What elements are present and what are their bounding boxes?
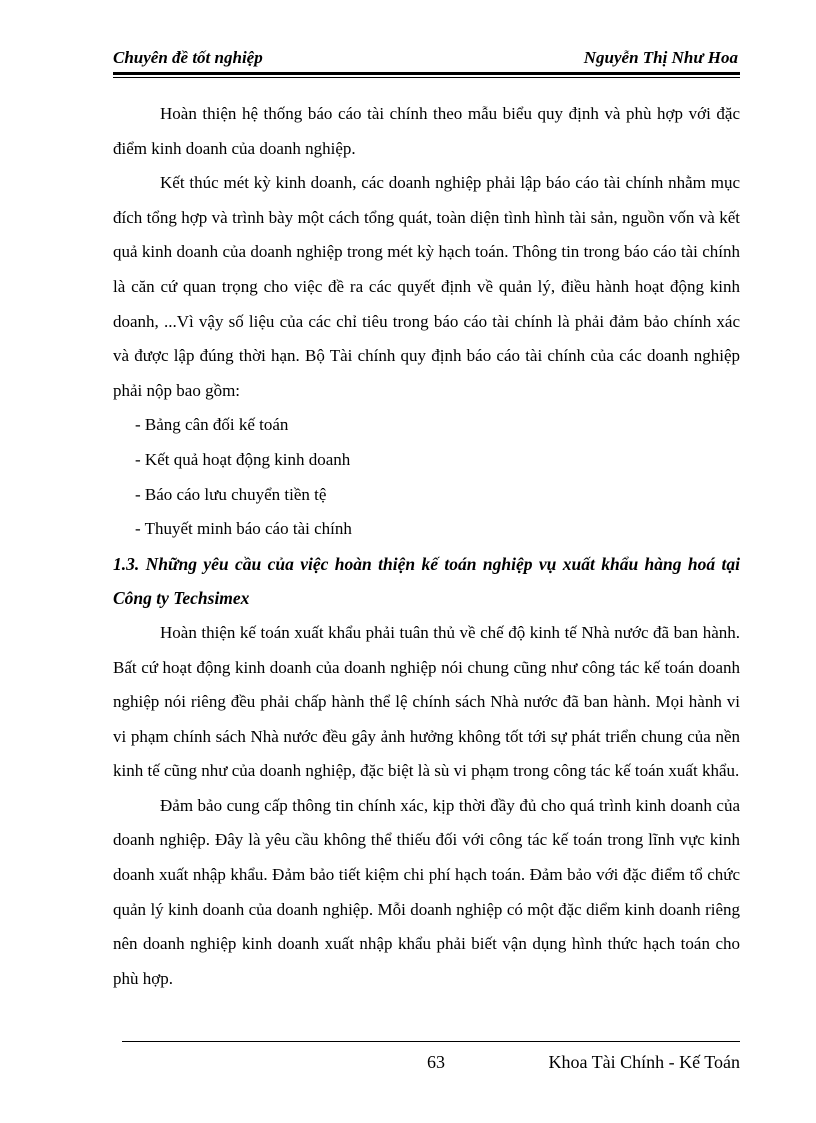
- paragraph-compliance: Hoàn thiện kế toán xuất khẩu phải tuân thủ về chế độ kinh tế Nhà nước đã ban hành. Bất cứ hoạt động kinh doanh của doanh nghiệp nói chung cũng như công tác kế toán doanh nghiệp nói riêng đều phải chấp hành thể lệ chính sách Nhà nước đã ban hành. Mọi hành vi vi phạm chính sách Nhà nước đều gây ảnh hưởng không tốt tới sự phát triển chung của nền kinh tế cũng như của doanh nghiệp, đặc biệt là sù vi phạm trong công tác kế toán xuất khẩu.: [113, 622, 740, 781]
- page-header: [113, 48, 738, 72]
- paragraph-information: Đảm bảo cung cấp thông tin chính xác, kịp thời đầy đủ cho quá trình kinh doanh của doanh nghiệp. Đây là yêu cầu không thể thiếu đối với công tác kế toán trong lĩnh vực kinh doanh xuất nhập khẩu. Đảm bảo tiết kiệm chi phí hạch toán. Đảm bảo với đặc điểm tổ chức quản lý kinh doanh của doanh nghiệp. Mỗi doanh nghiệp có một đặc diểm kinh doanh riêng nên doanh nghiệp kinh doanh xuất nhập khẩu phải biết vận dụng hình thức hạch toán cho phù hợp.: [113, 795, 740, 988]
- header-author: Nguyễn Thị Như Hoa: [583, 48, 738, 67]
- list-item: - Báo cáo lưu chuyển tiền tệ: [135, 484, 327, 504]
- footer-divider: [122, 1041, 740, 1042]
- page-footer: [122, 1052, 740, 1076]
- list-item: - Bảng cân đối kế toán: [135, 415, 289, 435]
- paragraph-intro: Hoàn thiện hệ thống báo cáo tài chính theo mẫu biểu quy định và phù hợp với đặc điểm kinh doanh của doanh nghiệp.: [113, 104, 740, 158]
- page-number: 63: [427, 1052, 445, 1072]
- footer-department: Khoa Tài Chính - Kế Toán: [548, 1052, 740, 1072]
- paragraph-financial-reports: Kết thúc mét kỳ kinh doanh, các doanh nghiệp phải lập báo cáo tài chính nhằm mục đích tổng hợp và trình bày một cách tổng quát, toàn diện tình hình tài sản, nguồn vốn và kết quả kinh doanh của doanh nghiệp trong mét kỳ hạch toán. Thông tin trong báo cáo tài chính là căn cứ quan trọng cho việc đề ra các quyết định về quản lý, điều hành hoạt động kinh doanh, ...Vì vậy số liệu của các chỉ tiêu trong báo cáo tài chính là phải đảm bảo chính xác và được lập đúng thời hạn. Bộ Tài chính quy định báo cáo tài chính của các doanh nghiệp phải nộp bao gồm:: [113, 173, 740, 400]
- header-document-type: Chuyên đề tốt nghiệp: [113, 48, 263, 67]
- list-item: - Thuyết minh báo cáo tài chính: [135, 519, 352, 539]
- list-item: - Kết quả hoạt động kinh doanh: [135, 449, 351, 469]
- header-divider-thick: [113, 72, 740, 75]
- header-divider-thin: [113, 77, 740, 78]
- page-body: [113, 97, 740, 996]
- section-heading: 1.3. Những yêu cầu của việc hoàn thiện kế toán nghiệp vụ xuất khẩu hàng hoá tại Công ty Techsimex: [113, 553, 740, 609]
